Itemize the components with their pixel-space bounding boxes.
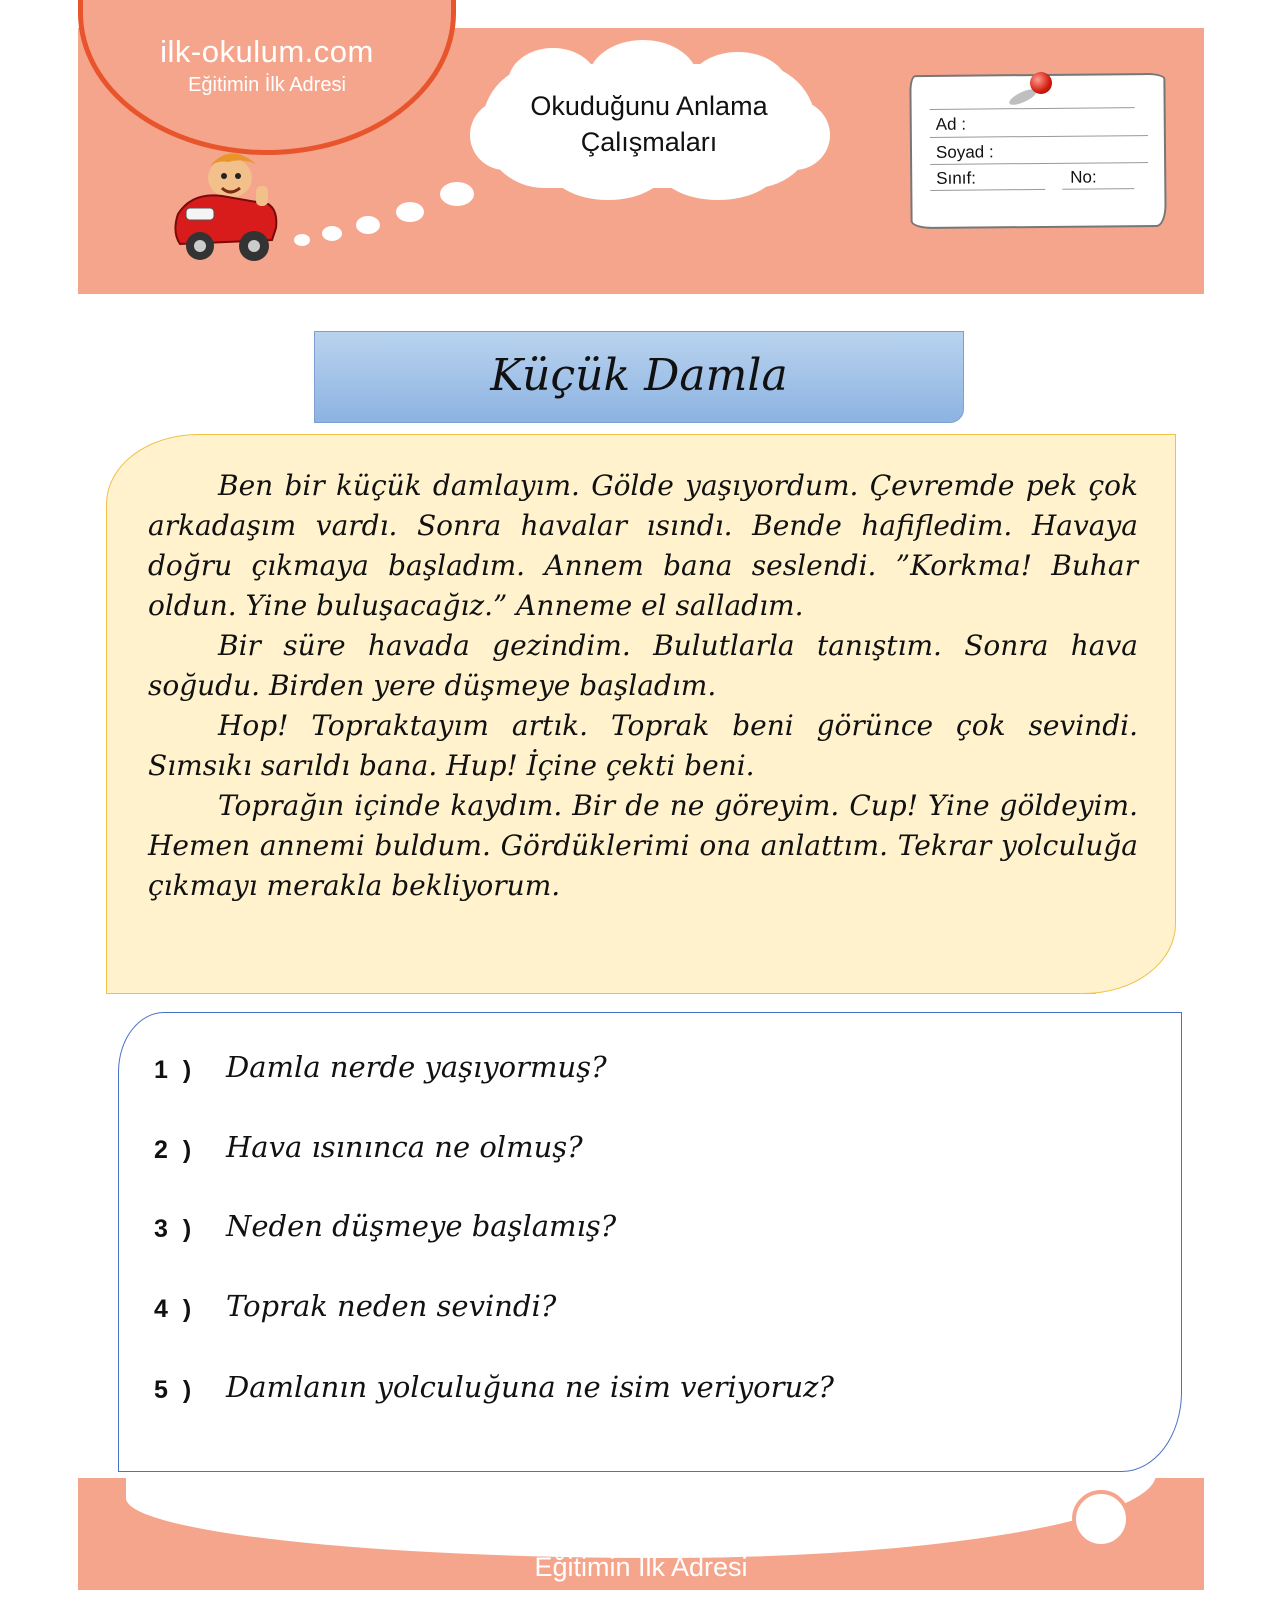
name-label: Ad : [935, 114, 967, 134]
question-number: 4 ) [154, 1295, 196, 1323]
question-text: Hava ısınınca ne olmuş? [226, 1130, 583, 1164]
question-row [154, 1048, 1134, 1098]
question-row [154, 1128, 1134, 1178]
class-label: Sınıf: [936, 168, 977, 188]
story-paragraph: Ben bir küçük damlayım. Gölde yaşıyordum. Çevremde pek çok arkadaşım vardı. Sonra havalar ısındı. Bende hafifledim. Havaya doğru çıkmaya başladım. Annem bana seslendi. ”Korkma! Buhar oldun. Yine buluşacağız.” Anneme el salladım. [148, 469, 1138, 622]
cloud-dot [322, 226, 342, 241]
story-text [148, 466, 1138, 906]
pushpin-icon [1030, 72, 1052, 94]
number-label: No: [1070, 167, 1097, 187]
cloud-dot [294, 234, 310, 246]
surname-label: Soyad : [935, 142, 994, 162]
logo-subtitle: Eğitimin İlk Adresi [188, 74, 346, 96]
car-illustration [172, 148, 280, 266]
cloud-dot [356, 216, 380, 234]
story-paragraph: Bir süre havada gezindim. Bulutlarla tanıştım. Sonra hava soğudu. Birden yere düşmeye başladım. [148, 629, 1138, 702]
question-number: 2 ) [154, 1136, 196, 1164]
story-title: Küçük Damla [490, 350, 788, 401]
student-info-card [909, 73, 1166, 229]
question-row [154, 1287, 1134, 1337]
cloud-dot [440, 182, 474, 206]
question-text: Damlanın yolculuğuna ne isim veriyoruz? [226, 1370, 834, 1404]
question-number: 5 ) [154, 1376, 196, 1404]
cloud-dot [396, 202, 424, 222]
story-paragraph: Toprağın içinde kaydım. Bir de ne göreyim. Cup! Yine göldeyim. Hemen annemi buldum. Gördüklerimi ona anlattım. Tekrar yolculuğa çıkmayı merakla bekliyorum. [148, 789, 1138, 902]
question-row [154, 1368, 1134, 1418]
question-row [154, 1207, 1134, 1257]
worksheet-title: Okuduğunu Anlama Çalışmaları [530, 91, 768, 157]
question-number: 1 ) [154, 1056, 196, 1084]
footer-subtitle: Eğitimin İlk Adresi [534, 1552, 748, 1582]
question-text: Damla nerde yaşıyormuş? [226, 1050, 607, 1084]
question-text: Toprak neden sevindi? [226, 1289, 557, 1323]
logo-title[interactable]: ilk-okulum.com [160, 34, 374, 69]
story-paragraph: Hop! Topraktayım artık. Toprak beni görünce çok sevindi. Sımsıkı sarıldı bana. Hup! İçine çekti beni. [148, 709, 1138, 782]
footer-title[interactable]: ilk-okulum.com [500, 1500, 782, 1547]
question-text: Neden düşmeye başlamış? [226, 1209, 617, 1243]
question-number: 3 ) [154, 1215, 196, 1243]
